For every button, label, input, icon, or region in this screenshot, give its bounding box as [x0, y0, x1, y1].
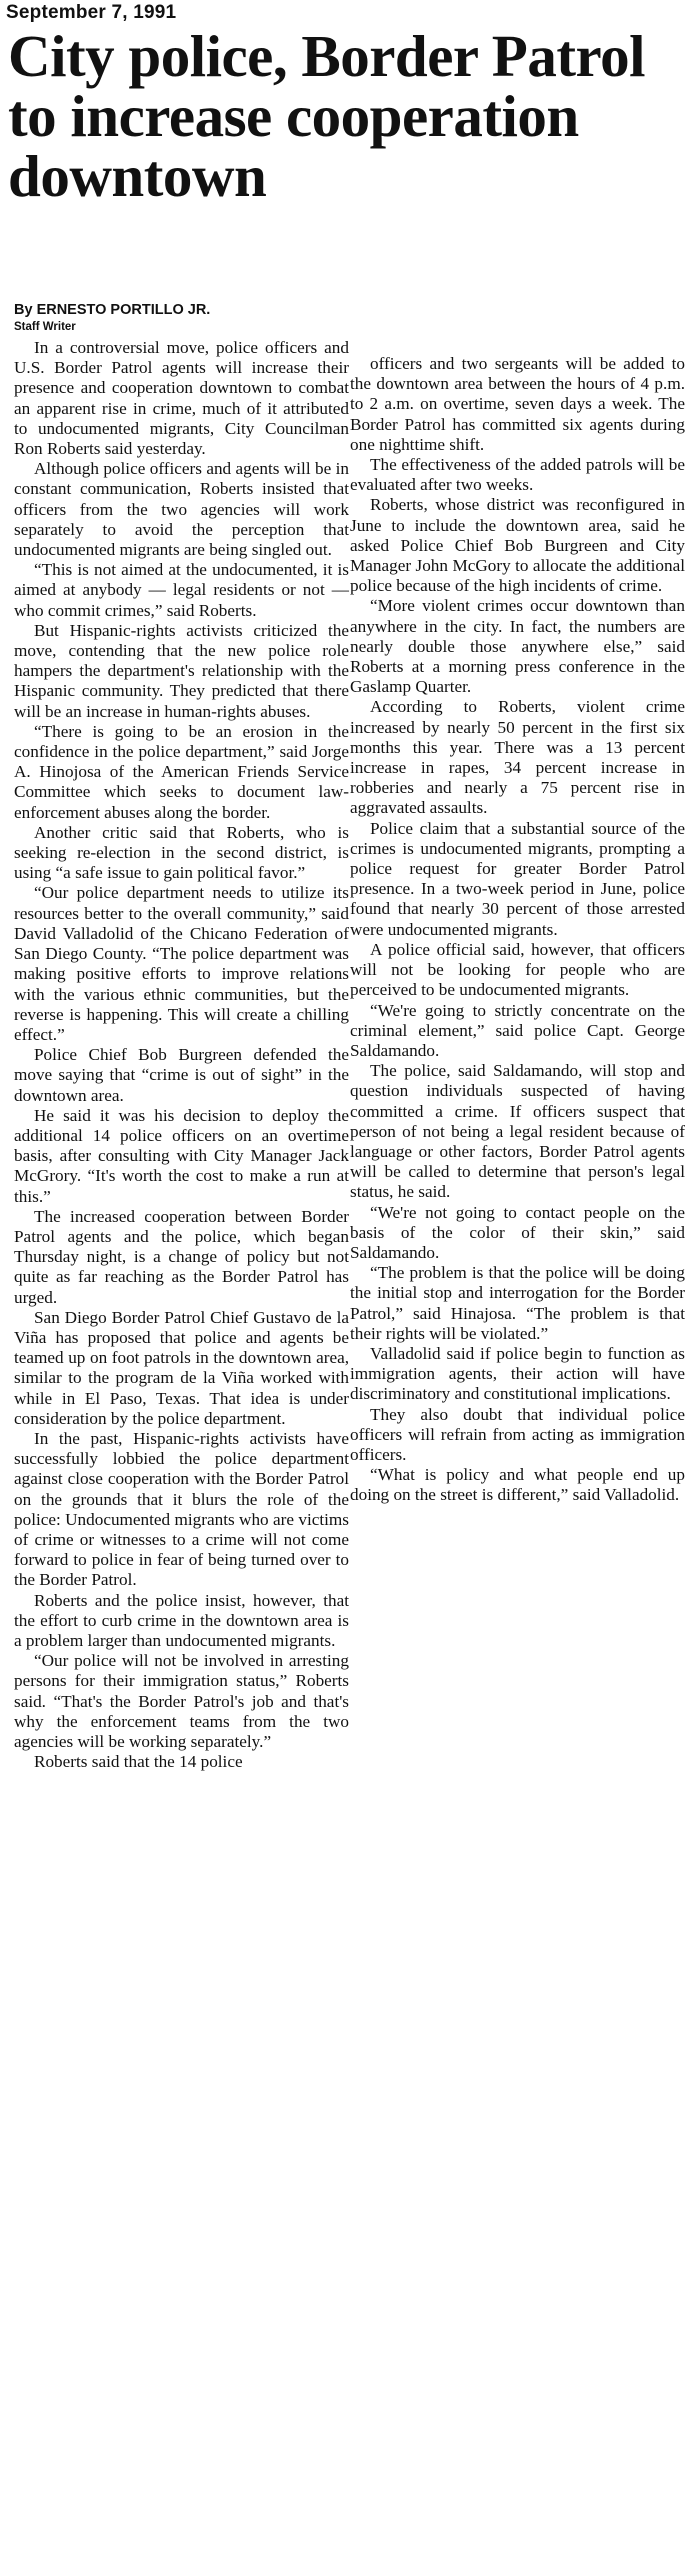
article-paragraph: In a controversial move, police officers and U.S. Border Patrol agents will increase their presence and cooperation downtown to combat an apparent rise in crime, much of it attributed to undocumented migrants, City Councilman Ron Roberts said yesterday. [14, 338, 349, 459]
article-paragraph: A police official said, however, that officers will not be looking for people who are perceived to be undocumented migrants. [350, 939, 685, 1000]
article-paragraph: Another critic said that Roberts, who is seeking re-election in the second district, is using “a safe issue to gain political favor.” [14, 822, 349, 883]
article-paragraph: The increased cooperation between Border Patrol agents and the police, which began Thursday night, is a change of policy but not quite as far reaching as the Border Patrol has urged. [14, 1206, 349, 1307]
article-paragraph: He said it was his decision to deploy the additional 14 police officers on an overtime basis, after consulting with City Manager Jack McGrory. “It's worth the cost to make a run at this.” [14, 1105, 349, 1206]
right-column [350, 354, 685, 1506]
article-paragraph: According to Roberts, violent crime increased by nearly 50 percent in the first six months this year. There was a 13 percent increase in rapes, 34 percent increase in robberies and nearly a 75 percent rise in aggravated assaults. [350, 697, 685, 818]
article-paragraph: They also doubt that individual police officers will refrain from acting as immigration officers. [350, 1404, 685, 1464]
dateline: September 7, 1991 [6, 2, 177, 23]
article-paragraph: “There is going to be an erosion in the confidence in the police department,” said Jorge A. Hinojosa of the American Friends Service Committee which seeks to document law-enforcement abuses along the border. [14, 721, 349, 822]
article-paragraph: Police claim that a substantial source of the crimes is undocumented migrants, prompting a police request for greater Border Patrol presence. In a two-week period in June, police found that nearly 30 percent of those arrested were undocumented migrants. [350, 818, 685, 939]
article-paragraph: “This is not aimed at the undocumented, it is aimed at anybody — legal residents or not — who commit crimes,” said Roberts. [14, 560, 349, 620]
left-column [14, 338, 349, 1772]
article-paragraph: But Hispanic-rights activists criticized the move, contending that the new police role hampers the department's relationship with the Hispanic community. They predicted that there will be an increase in human-rights abuses. [14, 620, 349, 721]
byline: By ERNESTO PORTILLO JR. [14, 302, 211, 318]
headline: City police, Border Patrol to increase cooperation downtown [8, 23, 645, 209]
article-paragraph: San Diego Border Patrol Chief Gustavo de la Viña has proposed that police and agents be teamed up on foot patrols in the downtown area, similar to the program de la Viña worked with while in El Paso, Texas. That idea is under consideration by the police department. [14, 1307, 349, 1428]
article-paragraph: Police Chief Bob Burgreen defended the move saying that “crime is out of sight” in the downtown area. [14, 1045, 349, 1105]
article-paragraph: Although police officers and agents will be in constant communication, Roberts insisted that officers from the two agencies will work separately to avoid the perception that undocumented migrants are being singled out. [14, 459, 349, 560]
article-paragraph: Roberts, whose district was reconfigured in June to include the downtown area, said he asked Police Chief Bob Burgreen and City Manager John McGory to allocate the additional police because of the high incidents of crime. [350, 495, 685, 596]
article-paragraph: “We're not going to contact people on the basis of the color of their skin,” said Saldamando. [350, 1202, 685, 1262]
article-paragraph: In the past, Hispanic-rights activists have successfully lobbied the police department against close cooperation with the Border Patrol on the grounds that it blurs the role of the police: Undocumented migrants who are victims of crime or witnesses to a crime will not come forward to police in fear of being turned over to the Border Patrol. [14, 1428, 349, 1590]
staff-label: Staff Writer [14, 321, 76, 333]
article-paragraph: The effectiveness of the added patrols will be evaluated after two weeks. [350, 455, 685, 495]
article-paragraph: The police, said Saldamando, will stop and question individuals suspected of having committed a crime. If officers suspect that person of not being a legal resident because of language or other factors, Border Patrol agents will be called to determine that person's legal status, he said. [350, 1061, 685, 1202]
article-paragraph: “More violent crimes occur downtown than anywhere in the city. In fact, the numbers are nearly double those anywhere else,” said Roberts at a morning press conference in the Gaslamp Quarter. [350, 596, 685, 697]
article-paragraph: officers and two sergeants will be added to the downtown area between the hours of 4 p.m. to 2 a.m. on overtime, seven days a week. The Border Patrol has committed six agents during one nighttime shift. [350, 354, 685, 454]
article-paragraph: “What is policy and what people end up doing on the street is different,” said Valladolid. [350, 1465, 685, 1505]
article-paragraph: “We're going to strictly concentrate on the criminal element,” said police Capt. George Saldamando. [350, 1000, 685, 1060]
article-paragraph: “The problem is that the police will be doing the initial stop and interrogation for the Border Patrol,” said Hinajosa. “The problem is that their rights will be violated.” [350, 1263, 685, 1343]
article-paragraph: Roberts said that the 14 police [34, 1752, 243, 1772]
article-paragraph: “Our police will not be involved in arresting persons for their immigration status,” Roberts said. “That's the Border Patrol's job and that's why the enforcement teams from the two agencies will be working separately.” [14, 1651, 349, 1752]
article-paragraph: Roberts and the police insist, however, that the effort to curb crime in the downtown area is a problem larger than undocumented migrants. [14, 1590, 349, 1650]
article-paragraph: “Our police department needs to utilize its resources better to the overall community,” said David Valladolid of the Chicano Federation of San Diego County. “The police department was making positive efforts to improve relations with the various ethnic communities, but the reverse is happening. This will create a chilling effect.” [14, 883, 349, 1044]
article-paragraph: Valladolid said if police begin to function as immigration agents, their action will have discriminatory and constitutional implications. [350, 1343, 685, 1404]
